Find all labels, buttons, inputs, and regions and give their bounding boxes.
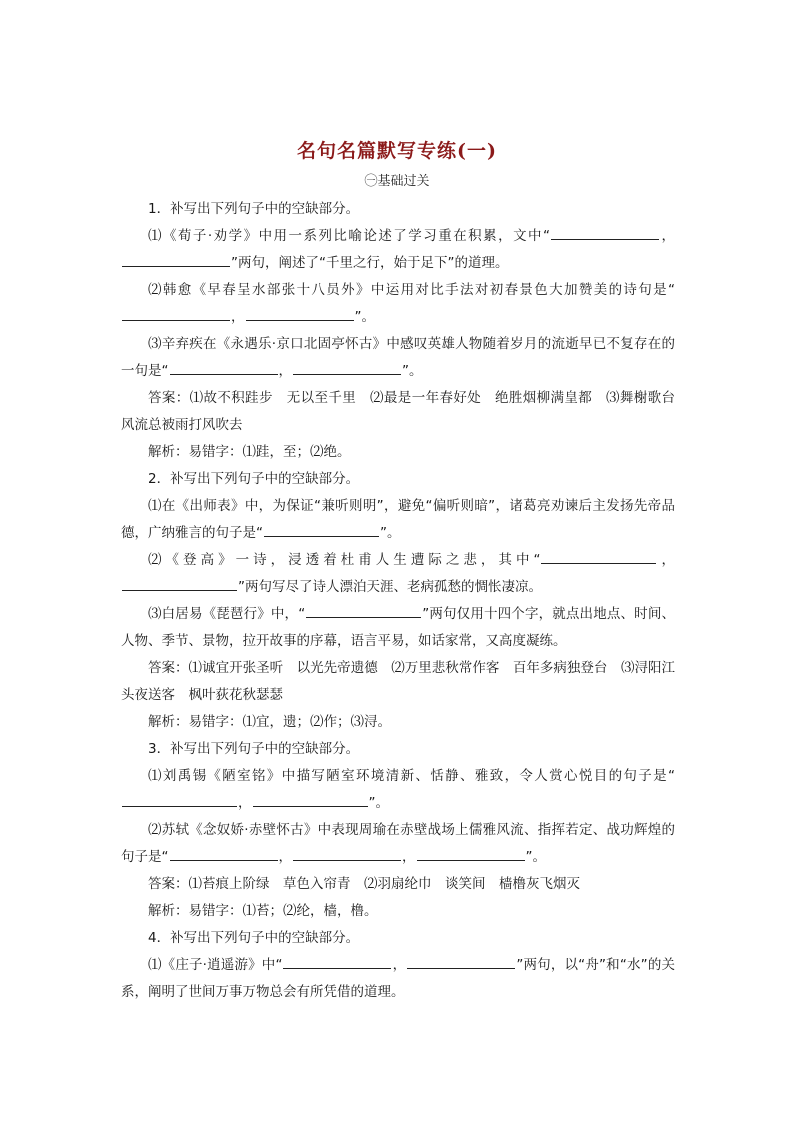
question-1-item-3: ⑶辛弃疾在《永遇乐·京口北固亭怀古》中感叹英雄人物随着岁月的流逝早已不复存在的一句是“ ， ”。 bbox=[121, 336, 676, 379]
answer-blank[interactable] bbox=[293, 360, 401, 375]
answer-blank[interactable] bbox=[170, 360, 278, 375]
exercise-content bbox=[121, 196, 689, 1006]
question-2-stem: 2．补写出下列句子中的空缺部分。 bbox=[148, 471, 360, 487]
question-1-answer: 答案：⑴故不积跬步 无以至千里 ⑵最是一年春好处 绝胜烟柳满皇都 ⑶舞榭歌台 风流总被雨打风吹去 bbox=[121, 390, 689, 433]
answer-blank[interactable] bbox=[541, 549, 656, 564]
question-1-item-2: ⑵韩愈《早春呈水部张十八员外》中运用对比手法对初春景色大加赞美的诗句是“， ”。 bbox=[121, 277, 675, 331]
question-1-analysis: 解析：易错字：⑴跬，至；⑵绝。 bbox=[148, 444, 351, 460]
answer-blank[interactable] bbox=[264, 522, 379, 537]
page-title: 名句名篇默写专练(一) bbox=[297, 140, 497, 162]
question-4-item-1: ⑴《庄子·逍遥游》中“ ， ”两句，以“舟”和“水”的关系，阐明了世间万事万物总会有所凭借的道理。 bbox=[121, 952, 675, 1006]
answer-blank[interactable] bbox=[246, 306, 354, 321]
question-2-answer: 答案：⑴诚宜开张圣听 以光先帝遗德 ⑵万里悲秋常作客 百年多病独登台 ⑶浔阳江头夜送客 枫叶荻花秋瑟瑟 bbox=[121, 660, 675, 703]
answer-blank[interactable] bbox=[306, 603, 421, 618]
answer-blank[interactable] bbox=[122, 792, 237, 807]
answer-blank[interactable] bbox=[253, 792, 368, 807]
answer-blank[interactable] bbox=[122, 576, 237, 591]
answer-blank[interactable] bbox=[283, 954, 391, 969]
answer-blank[interactable] bbox=[122, 306, 230, 321]
answer-blank[interactable] bbox=[407, 954, 515, 969]
section-subtitle: ㊀基础过关 bbox=[364, 174, 430, 189]
question-2-item-3: ⑶白居易《琵琶行》中，“ ”两句仅用十四个字，就点出地点、时间、人物、季节、景物，拉开故事的序幕，语言平易，如话家常，又高度凝练。 bbox=[121, 601, 675, 655]
question-3-answer: 答案：⑴苔痕上阶绿 草色入帘青 ⑵羽扇纶巾 谈笑间 樯橹灰飞烟灭 bbox=[148, 876, 580, 892]
question-2-item-2: ⑵《登高》一诗，浸透着杜甫人生遭际之悲，其中“ ，”两句写尽了诗人漂泊天涯、老病孤愁的惆怅凄凉。 bbox=[121, 547, 675, 601]
question-2-item-1: ⑴在《出师表》中，为保证“兼听则明”，避免“偏听则暗”，诸葛亮劝谏后主发扬先帝品德，广纳雅言的句子是“ ”。 bbox=[121, 498, 675, 541]
question-3-stem: 3．补写出下列句子中的空缺部分。 bbox=[148, 741, 360, 757]
answer-blank[interactable] bbox=[551, 225, 659, 240]
question-4-stem: 4．补写出下列句子中的空缺部分。 bbox=[148, 930, 360, 946]
answer-blank[interactable] bbox=[417, 846, 525, 861]
answer-blank[interactable] bbox=[170, 846, 278, 861]
answer-blank[interactable] bbox=[122, 252, 230, 267]
question-2-analysis: 解析：易错字：⑴宜，遗；⑵作；⑶浔。 bbox=[148, 714, 391, 730]
question-1-item-1: ⑴《荀子·劝学》中用一系列比喻论述了学习重在积累，文中“ ，”两句，阐述了“千里之行，始于足下”的道理。 bbox=[121, 223, 675, 277]
question-3-item-2: ⑵苏轼《念奴娇·赤壁怀古》中表现周瑜在赤壁战场上儒雅风流、指挥若定、战功辉煌的句子是“ ， ， ”。 bbox=[121, 822, 676, 865]
question-3-analysis: 解析：易错字：⑴苔；⑵纶，樯，橹。 bbox=[148, 903, 378, 919]
question-3-item-1: ⑴刘禹锡《陋室铭》中描写陋室环境清新、恬静、雅致，令人赏心悦目的句子是“， ”。 bbox=[121, 763, 675, 817]
question-1-stem: 1．补写出下列句子中的空缺部分。 bbox=[148, 201, 360, 217]
answer-blank[interactable] bbox=[293, 846, 401, 861]
